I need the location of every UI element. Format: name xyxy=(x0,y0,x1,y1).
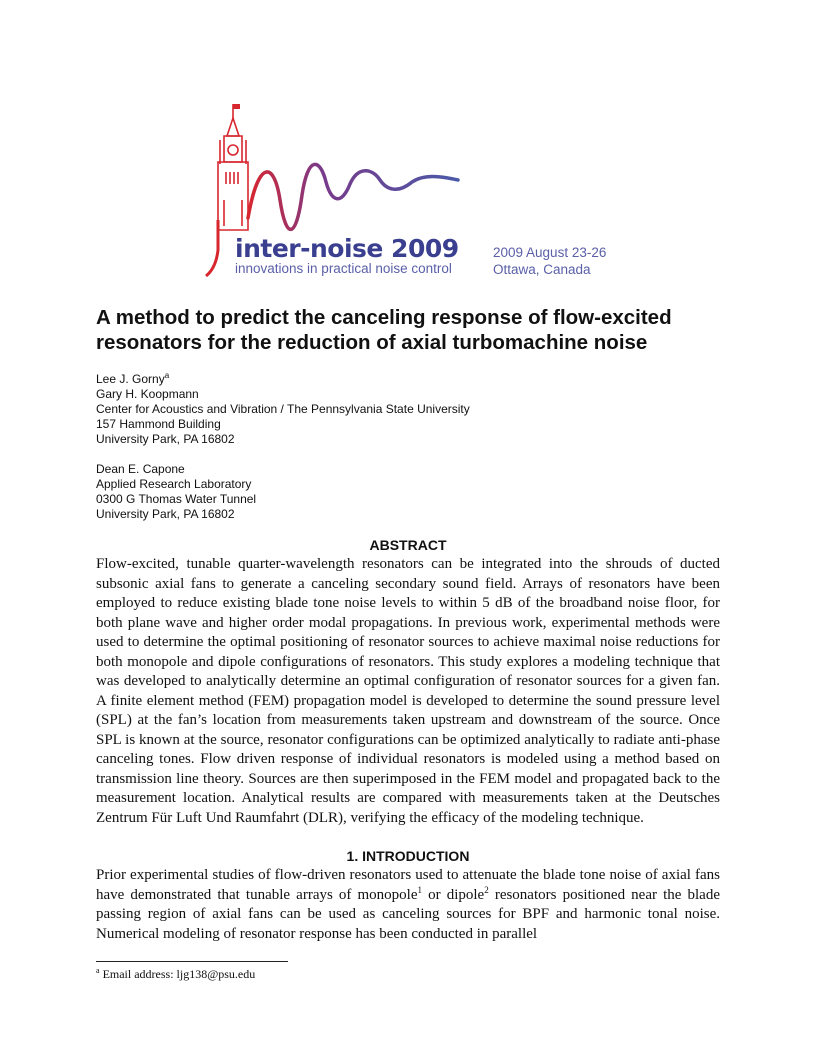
affiliation: Center for Acoustics and Vibration / The Pennsylvania State University xyxy=(96,402,470,416)
paper-title: A method to predict the canceling response of flow-excited resonators for the reduction of axial turbomachine noise xyxy=(96,306,672,354)
introduction-text-part: Prior experimental studies of flow-driven resonators used to attenuate the blade tone noise of axial fans have demonstrated that tunable arrays of monopole xyxy=(96,867,720,903)
abstract-text: Flow-excited, tunable quarter-wavelength resonators can be integrated into the shrouds of ducted subsonic axial fans to generate a canceling secondary sound field. Arrays of resonators have been employed to reduce existing blade tone noise levels to within 5 dB of the broadband noise floor, for both plane wave and higher order modal propagations. In previous work, experimental methods were used to determine the optimal positioning of resonator sources to achieve maximal noise reductions for both monopole and dipole configurations of resonators. This study explores a modeling technique that was developed to analytically determine an optimal configuration of resonator sources for a given fan. A finite element method (FEM) propagation model is developed to determine the sound pressure level (SPL) at the fan’s location from measurements taken upstream and downstream of the source. Once SPL is known at the source, resonator configurations can be optimized analytically to radiate anti-phase canceling tones. Flow driven response of individual resonators is modeled using a method based on transmission line theory. Sources are then superimposed in the FEM model and propagated back to the measurement location. Analytical results are compared with measurements taken at the Deutsches Zentrum Für Luft Und Raumfahrt (DLR), verifying the efficacy of the modeling technique. xyxy=(96,556,720,826)
author-line xyxy=(96,372,470,387)
address-line: 157 Hammond Building xyxy=(96,417,221,431)
address-line: University Park, PA 16802 xyxy=(96,432,235,446)
author-block xyxy=(96,372,470,522)
footnote-text: Email address: ljg138@psu.edu xyxy=(99,967,256,981)
tower-icon xyxy=(218,104,248,230)
address-line: University Park, PA 16802 xyxy=(96,507,235,521)
introduction-heading: 1. INTRODUCTION xyxy=(346,848,470,864)
author-name: Lee J. Gorny xyxy=(96,372,165,386)
footnote-marker: a xyxy=(164,371,170,380)
introduction-text-part: or dipole xyxy=(422,886,485,903)
conference-name: inter-noise 2009 xyxy=(235,234,459,263)
footnote xyxy=(96,967,255,982)
conference-location: Ottawa, Canada xyxy=(493,262,591,277)
introduction-text xyxy=(96,866,720,944)
footnote-marker: a xyxy=(96,966,100,975)
sound-wave-icon xyxy=(248,164,458,229)
affiliation: Applied Research Laboratory xyxy=(96,477,252,491)
footnote-divider xyxy=(96,961,288,962)
address-line: 0300 G Thomas Water Tunnel xyxy=(96,492,257,506)
reference-marker: 1 xyxy=(417,884,423,895)
reference-marker: 2 xyxy=(484,884,489,895)
tower-base-curve-icon xyxy=(206,220,218,276)
introduction-text-part: resonators positioned near the blade passing region of axial fans can be used as canceling sources for BPF and harmonic tonal noise. Numerical modeling of resonator response has been conducted in parallel xyxy=(96,886,720,942)
conference-date: 2009 August 23-26 xyxy=(493,245,607,260)
conference-tagline: innovations in practical noise control xyxy=(235,261,452,276)
author-name: Dean E. Capone xyxy=(96,462,185,476)
author-name: Gary H. Koopmann xyxy=(96,387,199,401)
abstract-heading: ABSTRACT xyxy=(369,537,447,553)
